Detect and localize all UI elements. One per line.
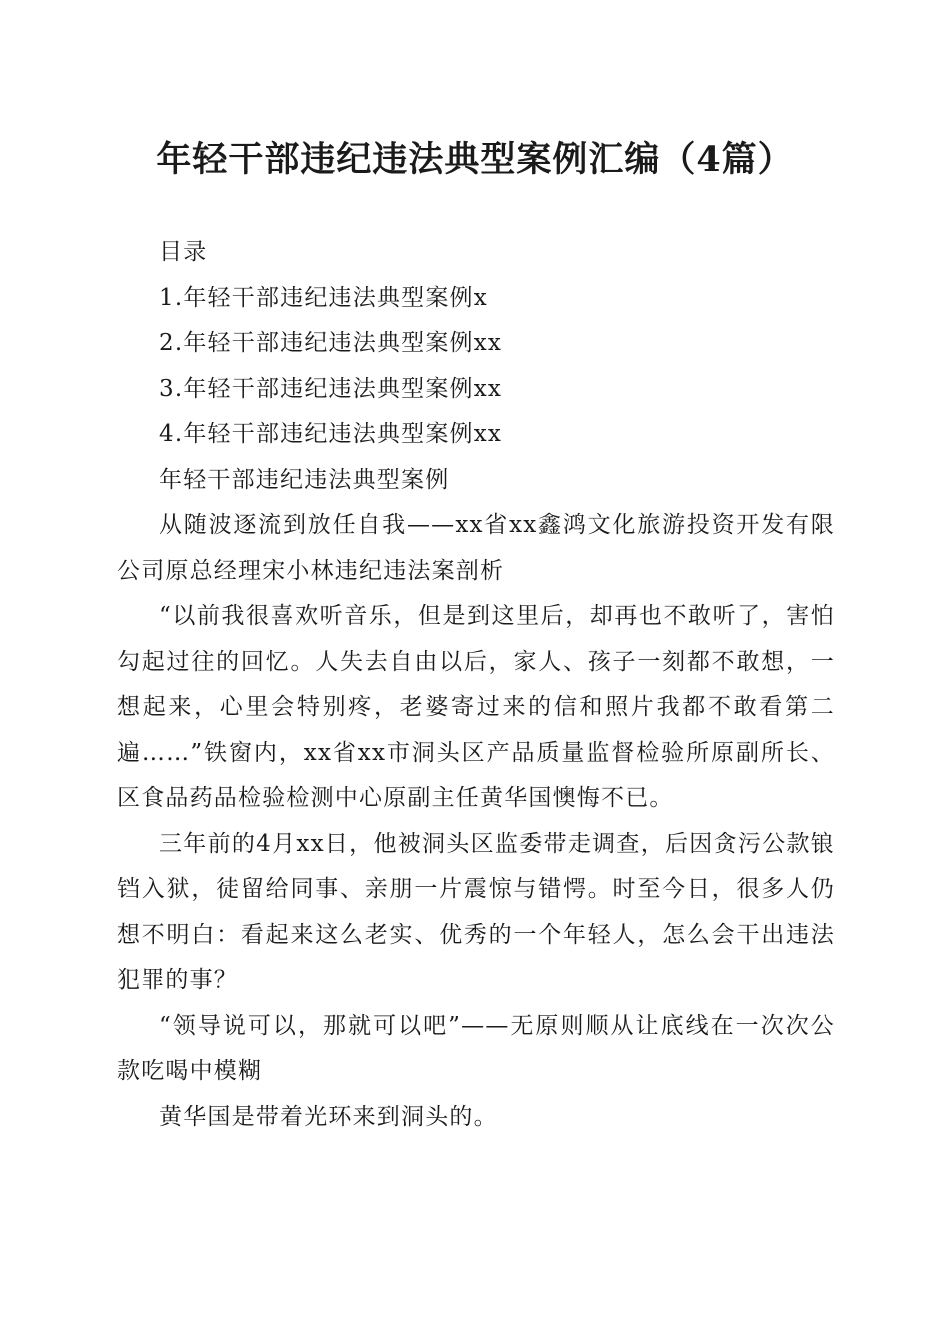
paragraph-1: “以前我很喜欢听音乐，但是到这里后，却再也不敢听了，害怕勾起过往的回忆。人失去自由以后，家人、孩子一刻都不敢想，一想起来，心里会特别疼，老婆寄过来的信和照片我都不敢看第二遍……”铁窗内，xx省xx市洞头区产品质量监督检验所原副所长、区食品药品检验检测中心原副主任黄华国懊悔不已。: [117, 603, 835, 811]
paragraph-4: 黄华国是带着光环来到洞头的。: [159, 1103, 498, 1130]
document-title: 年轻干部违纪违法典型案例汇编（4篇）: [156, 139, 794, 180]
toc-item-2: 2.年轻干部违纪违法典型案例xx: [159, 330, 503, 356]
toc-heading: 目录: [159, 239, 208, 265]
section-heading: 年轻干部违纪违法典型案例: [159, 466, 450, 493]
toc-item-3: 3.年轻干部违纪违法典型案例xx: [159, 375, 503, 402]
toc-item-1: 1.年轻干部违纪违法典型案例x: [159, 284, 488, 311]
paragraph-2: 三年前的4月xx日，他被洞头区监委带走调查，后因贪污公款锒铛入狱，徒留给同事、亲朋一片震惊与错愕。时至今日，很多人仍想不明白：看起来这么老实、优秀的一个年轻人，怎么会干出违法犯罪的事？: [117, 830, 835, 993]
paragraph-3: “领导说可以，那就可以吧”——无原则顺从让底线在一次次公款吃喝中模糊: [117, 1012, 835, 1084]
document-body: [117, 230, 835, 1140]
case-subtitle: 从随波逐流到放任自我——xx省xx鑫鸿文化旅游投资开发有限公司原总经理宋小林违纪违法案剖析: [117, 512, 835, 584]
toc-item-4: 4.年轻干部违纪违法典型案例xx: [159, 421, 503, 447]
